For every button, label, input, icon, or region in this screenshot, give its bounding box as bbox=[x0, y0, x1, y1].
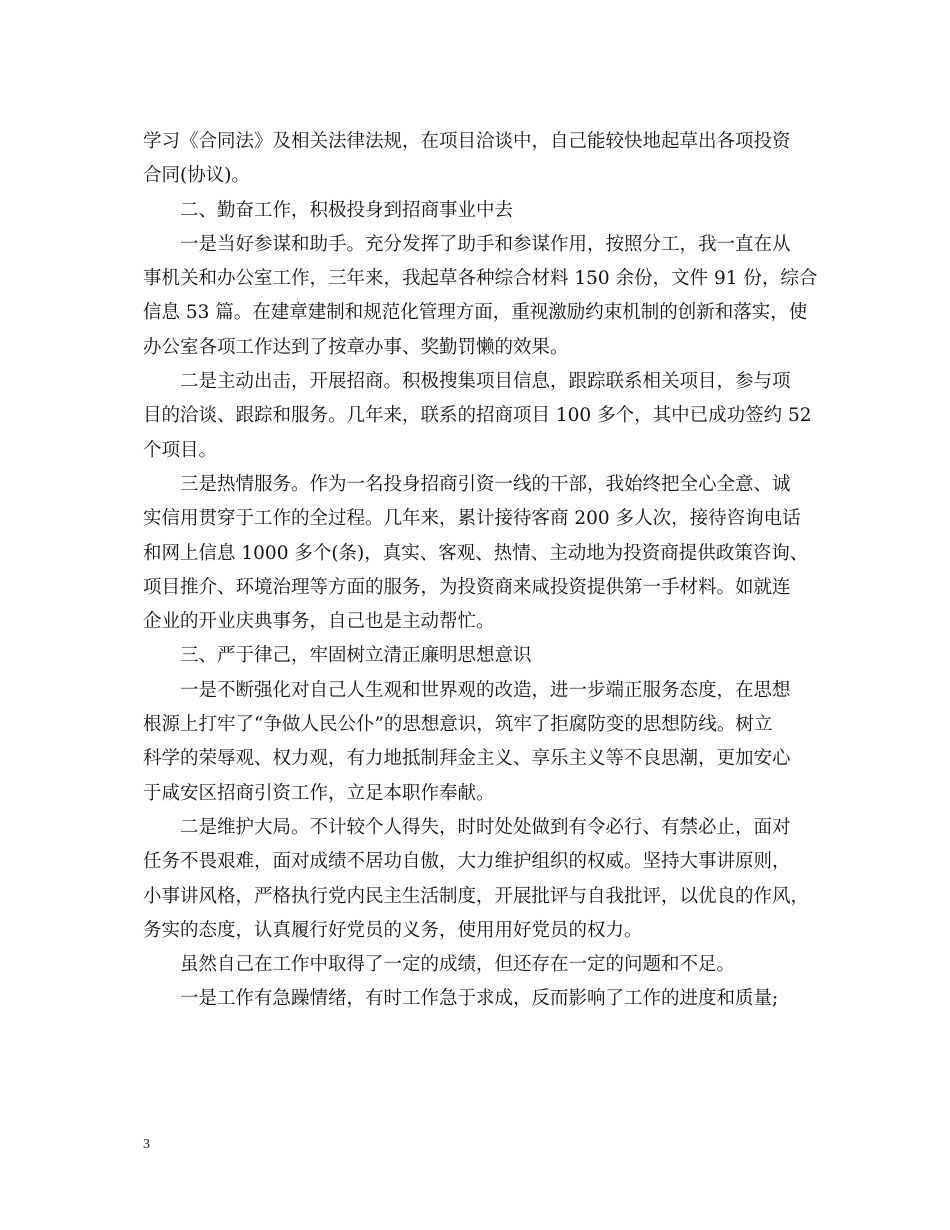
text-line-14: 项目推介、环境治理等方面的服务，为投资商来咸投资提供第一手材料。如就连 bbox=[143, 576, 791, 598]
text-line-7: 办公室各项工作达到了按章办事、奖勤罚懒的效果。 bbox=[143, 336, 569, 358]
text-line-26: 一是工作有急躁情绪，有时工作急于求成，反而影响了工作的进度和质量; bbox=[180, 988, 779, 1010]
text-line-10: 个项目。 bbox=[143, 439, 218, 461]
text-line-4: 一是当好参谋和助手。充分发挥了助手和参谋作用，按照分工，我一直在从 bbox=[180, 233, 791, 255]
page-number: 3 bbox=[143, 1137, 150, 1152]
text-line-9: 目的洽谈、跟踪和服务。几年来，联系的招商项目 100 多个，其中已成功签约 52 bbox=[143, 405, 812, 427]
text-line-13: 和网上信息 1000 多个(条)，真实、客观、热情、主动地为投资商提供政策咨询、 bbox=[143, 542, 809, 564]
text-line-17: 一是不断强化对自己人生观和世界观的改造，进一步端正服务态度，在思想 bbox=[180, 679, 791, 701]
text-line-21: 二是维护大局。不计较个人得失，时时处处做到有令必行、有禁必止，面对 bbox=[180, 816, 791, 838]
text-line-6: 信息 53 篇。在建章建制和规范化管理方面，重视激励约束机制的创新和落实，使 bbox=[143, 302, 808, 324]
text-line-11: 三是热情服务。作为一名投身招商引资一线的干部，我始终把全心全意、诚 bbox=[180, 473, 791, 495]
text-line-19: 科学的荣辱观、权力观，有力地抵制拜金主义、享乐主义等不良思潮，更加安心 bbox=[143, 748, 791, 770]
document-body bbox=[143, 125, 818, 1017]
text-line-8: 二是主动出击，开展招商。积极搜集项目信息，跟踪联系相关项目，参与项 bbox=[180, 371, 791, 393]
text-line-12: 实信用贯穿于工作的全过程。几年来，累计接待客商 200 多人次，接待咨询电话 bbox=[143, 508, 801, 530]
text-line-22: 任务不畏艰难，面对成绩不居功自傲，大力维护组织的权威。坚持大事讲原则， bbox=[143, 851, 791, 873]
text-line-24: 务实的态度，认真履行好党员的义务，使用用好党员的权力。 bbox=[143, 919, 643, 941]
text-line-18: 根源上打牢了“争做人民公仆”的思想意识，筑牢了拒腐防变的思想防线。树立 bbox=[143, 714, 773, 736]
text-line-5: 事机关和办公室工作，三年来，我起草各种综合材料 150 余份，文件 91 份，综合 bbox=[143, 268, 818, 290]
text-line-2: 合同(协议)。 bbox=[143, 165, 250, 187]
section-heading-3: 三、严于律己，牢固树立清正廉明思想意识 bbox=[180, 645, 532, 667]
text-line-25: 虽然自己在工作中取得了一定的成绩，但还存在一定的问题和不足。 bbox=[180, 954, 736, 976]
text-line-23: 小事讲风格，严格执行党内民主生活制度，开展批评与自我批评，以优良的作风， bbox=[143, 885, 810, 907]
text-line-15: 企业的开业庆典事务，自己也是主动帮忙。 bbox=[143, 611, 495, 633]
text-line-20: 于咸安区招商引资工作，立足本职作奉献。 bbox=[143, 782, 495, 804]
section-heading-2: 二、勤奋工作，积极投身到招商事业中去 bbox=[180, 199, 514, 221]
text-line-1: 学习《合同法》及相关法律法规，在项目洽谈中，自己能较快地起草出各项投资 bbox=[143, 131, 791, 152]
